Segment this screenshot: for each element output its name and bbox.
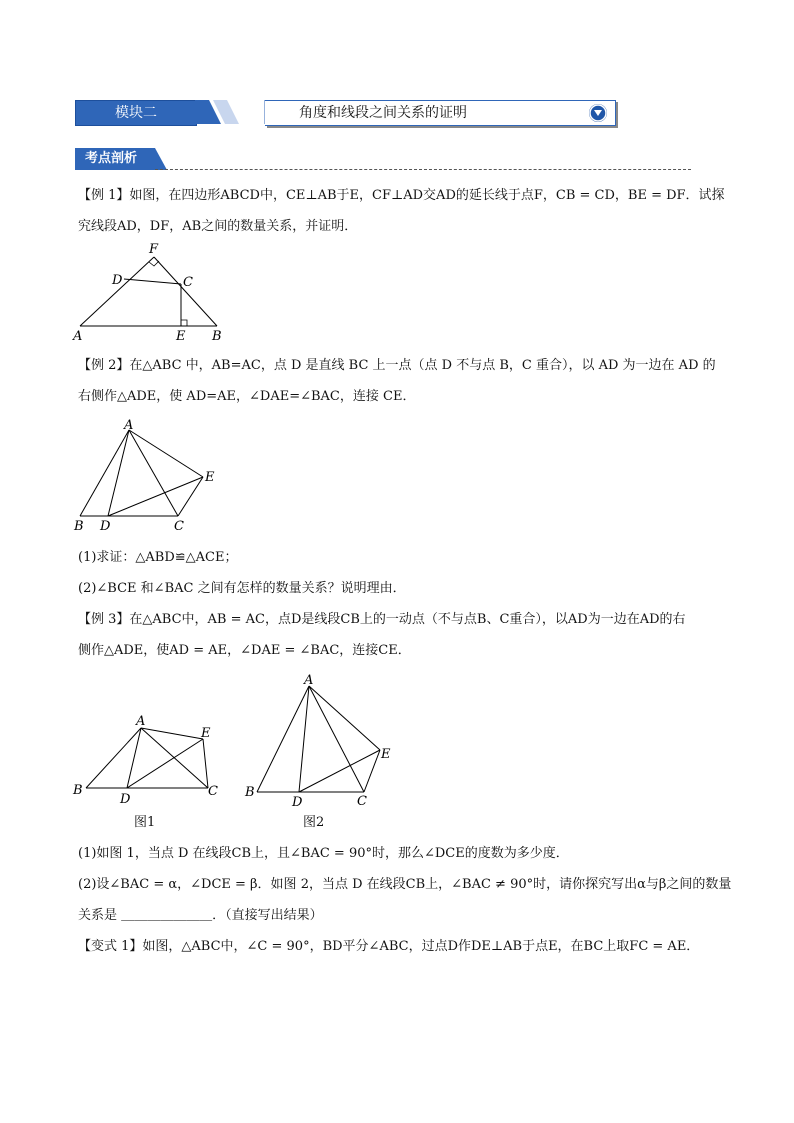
module-title-box xyxy=(265,100,616,126)
dashed-divider xyxy=(155,169,691,170)
example2-line1: 【例 2】在△ABC 中，AB=AC，点 D 是直线 BC 上一点（点 D 不与点 B，C 重合），以 AD 为一边在 AD 的 xyxy=(78,358,716,373)
section-tab-tail xyxy=(155,148,169,170)
module-label: 模块二 xyxy=(75,100,197,126)
label-E: E xyxy=(176,329,186,344)
figure1-caption: 图1 xyxy=(134,815,156,830)
label-A: A xyxy=(73,329,83,344)
label-A: A xyxy=(124,418,134,433)
module-title: 角度和线段之间关系的证明 xyxy=(299,105,467,121)
example1-figure xyxy=(70,240,230,345)
label-C: C xyxy=(183,275,193,290)
example1-line1: 【例 1】如图，在四边形ABCD中，CE⊥AB于E，CF⊥AD交AD的延长线于点F，CB = CD，BE = DF．试探 xyxy=(78,188,725,203)
example3-line1: 【例 3】在△ABC中，AB = AC，点D是线段CB上的一动点（不与点B、C重合），以AD为一边在AD的右 xyxy=(78,612,686,627)
label-E: E xyxy=(381,747,391,762)
label-D: D xyxy=(292,795,303,810)
label-D: D xyxy=(112,273,123,288)
label-B: B xyxy=(212,329,222,344)
label-A: A xyxy=(136,714,146,729)
module-separator xyxy=(195,100,267,126)
example2-question1: (1)求证：△ABD≌△ACE； xyxy=(78,550,238,565)
example2-line2: 右侧作△ADE，使 AD=AE，∠DAE=∠BAC，连接 CE． xyxy=(78,389,416,404)
label-E: E xyxy=(201,726,211,741)
label-C: C xyxy=(208,784,218,799)
section-tab: 考点剖析 xyxy=(75,148,155,170)
example3-question2-line1: (2)设∠BAC = α，∠DCE = β．如图 2，当点 D 在线段CB上，∠BAC ≠ 90°时，请你探究写出α与β之间的数量 xyxy=(78,877,732,892)
example1-line2: 究线段AD，DF，AB之间的数量关系，并证明． xyxy=(78,219,358,234)
label-F: F xyxy=(149,242,159,257)
label-E: E xyxy=(205,470,215,485)
label-A: A xyxy=(304,673,314,688)
example3-question1: (1)如图 1，当点 D 在线段CB上，且∠BAC = 90°时，那么∠DCE的度数为多少度． xyxy=(78,846,569,861)
label-B: B xyxy=(74,519,84,534)
label-D: D xyxy=(120,792,131,807)
example3-question2-line2: 关系是 ＿＿＿＿＿＿＿．（直接写出结果） xyxy=(78,908,323,923)
example3-line2: 侧作△ADE，使AD = AE，∠DAE = ∠BAC，连接CE． xyxy=(78,643,411,658)
example2-question2: (2)∠BCE 和∠BAC 之间有怎样的数量关系？说明理由． xyxy=(78,581,406,596)
example3-figure1 xyxy=(70,710,230,810)
module-header xyxy=(75,100,615,126)
example2-figure xyxy=(70,415,230,537)
label-C: C xyxy=(174,519,184,534)
variant1-line1: 【变式 1】如图，△ABC中，∠C = 90°，BD平分∠ABC，过点D作DE⊥AB于点E，在BC上取FC = AE． xyxy=(78,939,700,954)
label-B: B xyxy=(73,783,83,798)
example3-figure2 xyxy=(240,670,400,810)
label-C: C xyxy=(357,794,367,809)
label-D: D xyxy=(100,519,111,534)
label-B: B xyxy=(245,785,255,800)
figure2-caption: 图2 xyxy=(303,815,325,830)
chevron-down-circle-icon[interactable] xyxy=(589,104,607,122)
